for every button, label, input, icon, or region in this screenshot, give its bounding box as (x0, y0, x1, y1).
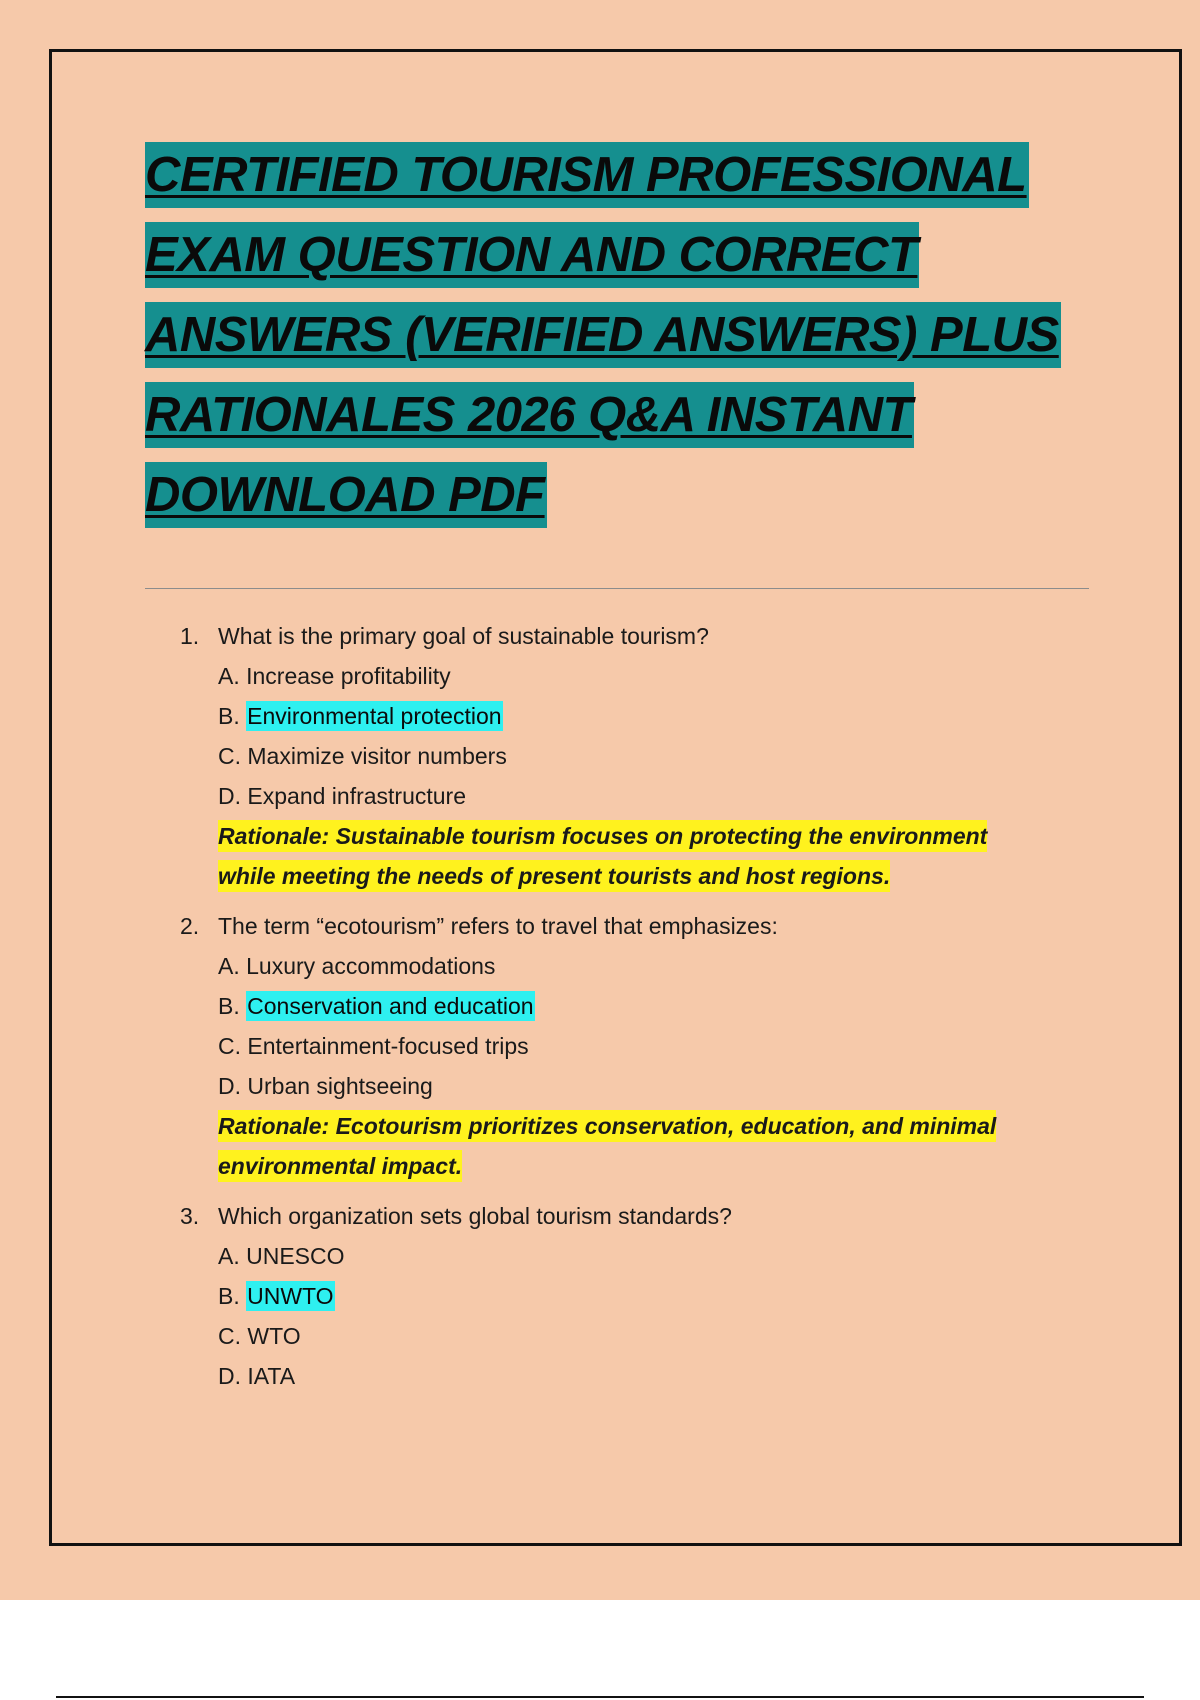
answer-option (180, 1356, 1080, 1396)
answer-option (180, 736, 1080, 776)
answer-option-correct (180, 986, 1080, 1026)
option-label: C. (218, 743, 241, 769)
option-label: D. (218, 1363, 241, 1389)
option-label: A. (218, 663, 240, 689)
option-text: Luxury accommodations (246, 953, 496, 979)
answer-option (180, 1066, 1080, 1106)
option-label: D. (218, 783, 241, 809)
title-line: RATIONALES 2026 Q&A INSTANT (145, 382, 914, 448)
section-divider (145, 588, 1089, 589)
answer-option-correct (180, 1276, 1080, 1316)
document-title (145, 142, 1059, 542)
answer-option (180, 1316, 1080, 1356)
question-text: What is the primary goal of sustainable tourism? (218, 623, 709, 649)
correct-answer-highlight: UNWTO (247, 1283, 334, 1309)
rationale-text (218, 816, 1048, 896)
question-number: 3. (180, 1203, 200, 1229)
question-item (180, 616, 1080, 896)
rationale-highlight: Rationale: Sustainable tourism focuses on protecting the environment while meeting the needs of present tourists and host regions. (218, 820, 987, 892)
answer-option (180, 946, 1080, 986)
option-label: C. (218, 1033, 241, 1059)
question-number: 1. (180, 623, 200, 649)
option-text: Entertainment-focused trips (247, 1033, 529, 1059)
option-label: B. (218, 1283, 240, 1309)
question-number: 2. (180, 913, 200, 939)
question-text: The term “ecotourism” refers to travel that emphasizes: (218, 913, 778, 939)
correct-answer-highlight: Conservation and education (247, 993, 534, 1019)
title-line: DOWNLOAD PDF (145, 462, 547, 528)
rationale-highlight: Rationale: Ecotourism prioritizes conservation, education, and minimal environmental impact. (218, 1110, 996, 1182)
option-text: Expand infrastructure (247, 783, 467, 809)
option-label: B. (218, 703, 240, 729)
question-text: Which organization sets global tourism standards? (218, 1203, 732, 1229)
option-label: A. (218, 1243, 240, 1269)
option-text: WTO (247, 1323, 301, 1349)
option-label: D. (218, 1073, 241, 1099)
question-stem (180, 1196, 1080, 1236)
option-label: B. (218, 993, 240, 1019)
answer-option (180, 1026, 1080, 1066)
footer-rule (56, 1696, 1144, 1698)
answer-option (180, 656, 1080, 696)
question-stem (180, 906, 1080, 946)
rationale-text (218, 1106, 1048, 1186)
option-label: A. (218, 953, 240, 979)
title-line: EXAM QUESTION AND CORRECT (145, 222, 919, 288)
correct-answer-highlight: Environmental protection (247, 703, 502, 729)
question-item (180, 906, 1080, 1186)
question-stem (180, 616, 1080, 656)
question-list (180, 616, 1080, 1406)
answer-option-correct (180, 696, 1080, 736)
answer-option (180, 776, 1080, 816)
question-item (180, 1196, 1080, 1396)
option-text: Urban sightseeing (247, 1073, 433, 1099)
option-text: IATA (247, 1363, 296, 1389)
answer-option (180, 1236, 1080, 1276)
option-text: Increase profitability (246, 663, 451, 689)
option-text: Maximize visitor numbers (247, 743, 507, 769)
title-line: CERTIFIED TOURISM PROFESSIONAL (145, 142, 1029, 208)
title-line: ANSWERS (VERIFIED ANSWERS) PLUS (145, 302, 1061, 368)
option-text: UNESCO (246, 1243, 345, 1269)
option-label: C. (218, 1323, 241, 1349)
